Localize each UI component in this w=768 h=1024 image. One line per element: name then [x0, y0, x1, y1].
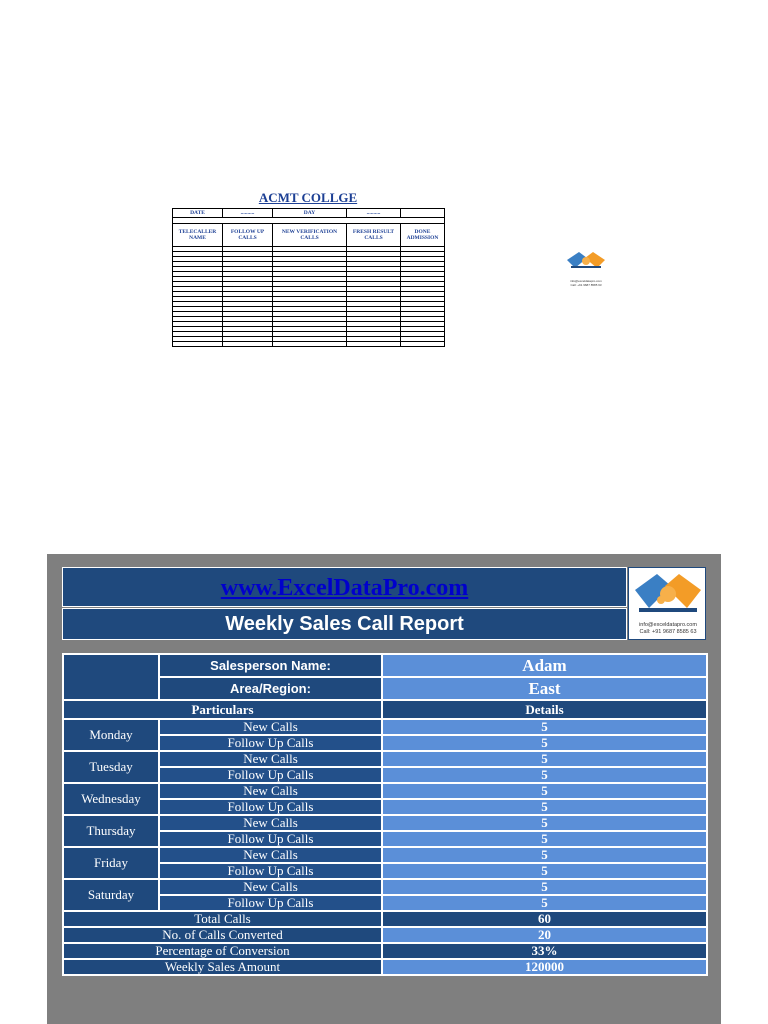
small-logo-email: info@exceldatapro.com: [570, 279, 602, 283]
day-name: Thursday: [63, 815, 159, 847]
small-logo-phone: Call: +91 9687 8585 63: [570, 283, 602, 287]
follow-up-calls-value: 5: [382, 863, 707, 879]
day-row: [63, 879, 707, 895]
day-row: [63, 783, 707, 799]
new-calls-label: New Calls: [159, 719, 382, 735]
form-title: ACMT COLLGE: [258, 190, 358, 205]
total-rows: [63, 911, 707, 975]
details-header: Details: [382, 700, 707, 719]
area-value: East: [382, 677, 707, 700]
logo-email: info@exceldatapro.com: [639, 622, 697, 628]
new-calls-label: New Calls: [159, 783, 382, 799]
day-name: Tuesday: [63, 751, 159, 783]
total-label: No. of Calls Converted: [63, 927, 382, 943]
day-row: [63, 767, 707, 783]
col-new-verification-calls: NEW VERIFICATION CALLS: [273, 224, 347, 247]
form-blank-rows: [173, 247, 445, 347]
day-row: [63, 719, 707, 735]
col-done-admission: DONE ADMISSION: [401, 224, 445, 247]
big-handshake-logo: [628, 567, 706, 640]
new-calls-value: 5: [382, 719, 707, 735]
follow-up-calls-value: 5: [382, 799, 707, 815]
follow-up-calls-label: Follow Up Calls: [159, 735, 382, 751]
particulars-header: Particulars: [63, 700, 382, 719]
follow-up-calls-value: 5: [382, 895, 707, 911]
new-calls-label: New Calls: [159, 815, 382, 831]
day-name: Monday: [63, 719, 159, 751]
small-handshake-logo: [567, 250, 605, 286]
day-row: [63, 895, 707, 911]
new-calls-label: New Calls: [159, 847, 382, 863]
new-calls-value: 5: [382, 879, 707, 895]
area-label: Area/Region:: [159, 677, 382, 700]
salesperson-value: Adam: [382, 654, 707, 677]
handshake-icon: [567, 250, 605, 274]
day-name: Friday: [63, 847, 159, 879]
total-value: 20: [382, 927, 707, 943]
day-row: [63, 863, 707, 879]
follow-up-calls-label: Follow Up Calls: [159, 831, 382, 847]
meta-blank: [401, 209, 445, 218]
day-label: DAY: [273, 209, 347, 218]
site-link[interactable]: www.ExcelDataPro.com: [220, 575, 469, 601]
follow-up-calls-value: 5: [382, 735, 707, 751]
day-row: [63, 831, 707, 847]
form-blank-cell: [347, 342, 401, 347]
date-label: DATE: [173, 209, 223, 218]
new-calls-label: New Calls: [159, 751, 382, 767]
day-name: Saturday: [63, 879, 159, 911]
form-blank-row: [173, 342, 445, 347]
site-banner: [62, 567, 627, 607]
day-value: ..........: [347, 209, 401, 218]
new-calls-label: New Calls: [159, 879, 382, 895]
col-telecaller-name: TELECALLER NAME: [173, 224, 223, 247]
telecaller-form-table: [172, 208, 445, 347]
follow-up-calls-value: 5: [382, 767, 707, 783]
col-follow-up-calls: FOLLOW UP CALLS: [223, 224, 273, 247]
total-row: [63, 911, 707, 927]
follow-up-calls-label: Follow Up Calls: [159, 895, 382, 911]
header-blank-cell: [63, 654, 159, 700]
total-value: 33%: [382, 943, 707, 959]
handshake-icon: [633, 570, 703, 620]
form-blank-cell: [401, 342, 445, 347]
form-blank-cell: [173, 342, 223, 347]
total-label: Total Calls: [63, 911, 382, 927]
weekly-call-table: [62, 653, 708, 976]
logo-phone: Call: +91 9687 8585 63: [639, 629, 697, 635]
follow-up-calls-label: Follow Up Calls: [159, 799, 382, 815]
total-label: Percentage of Conversion: [63, 943, 382, 959]
total-row: [63, 927, 707, 943]
day-name: Wednesday: [63, 783, 159, 815]
follow-up-calls-label: Follow Up Calls: [159, 767, 382, 783]
day-rows: [63, 719, 707, 911]
salesperson-label: Salesperson Name:: [159, 654, 382, 677]
new-calls-value: 5: [382, 847, 707, 863]
day-row: [63, 815, 707, 831]
report-title: Weekly Sales Call Report: [62, 608, 627, 640]
total-value: 60: [382, 911, 707, 927]
day-row: [63, 751, 707, 767]
total-row: [63, 959, 707, 975]
follow-up-calls-value: 5: [382, 831, 707, 847]
follow-up-calls-label: Follow Up Calls: [159, 863, 382, 879]
total-label: Weekly Sales Amount: [63, 959, 382, 975]
total-value: 120000: [382, 959, 707, 975]
date-value: ..........: [223, 209, 273, 218]
new-calls-value: 5: [382, 783, 707, 799]
day-row: [63, 847, 707, 863]
form-blank-cell: [273, 342, 347, 347]
form-blank-cell: [223, 342, 273, 347]
new-calls-value: 5: [382, 751, 707, 767]
day-row: [63, 799, 707, 815]
total-row: [63, 943, 707, 959]
col-fresh-result-calls: FRESH RESULT CALLS: [347, 224, 401, 247]
new-calls-value: 5: [382, 815, 707, 831]
day-row: [63, 735, 707, 751]
